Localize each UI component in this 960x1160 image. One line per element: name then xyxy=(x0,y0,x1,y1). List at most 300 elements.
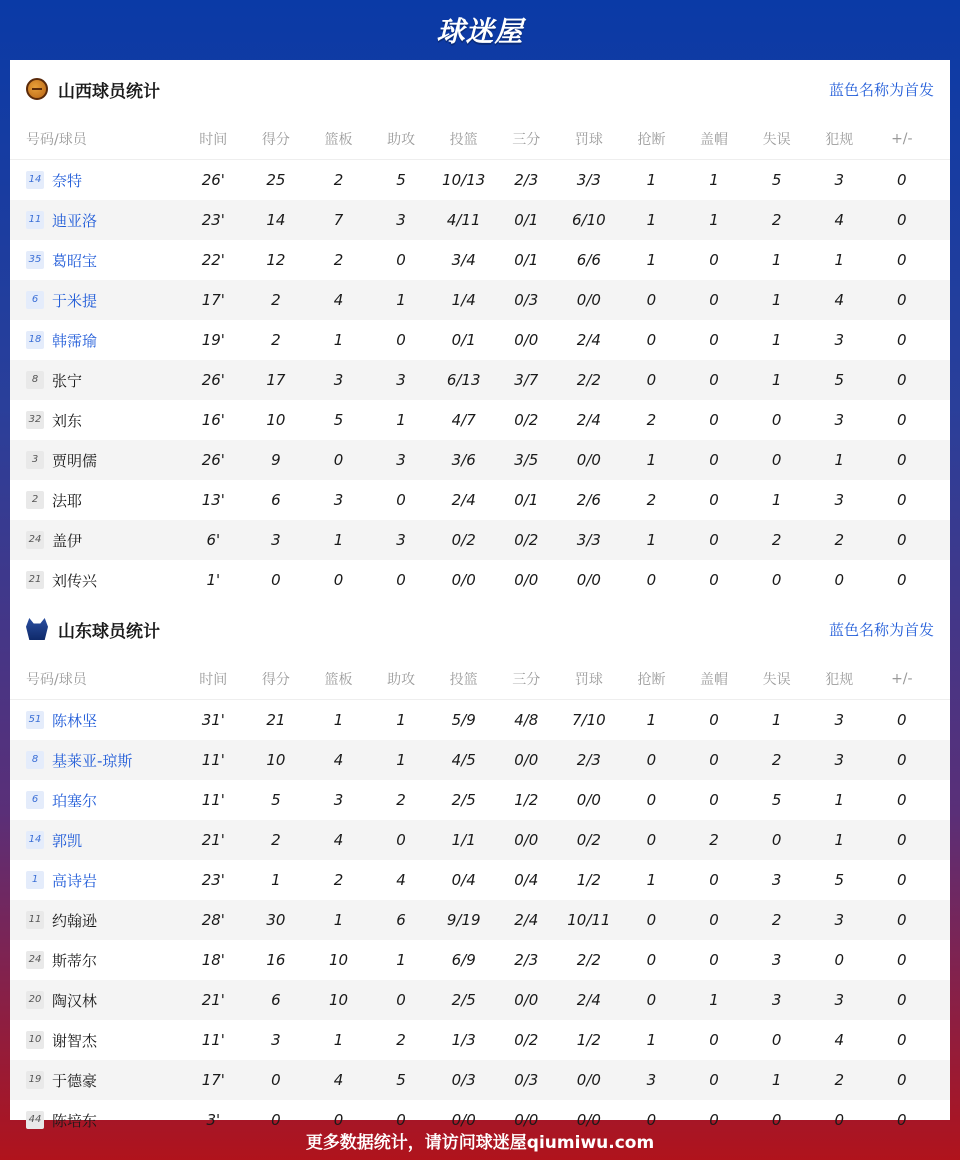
player-row[interactable] xyxy=(10,320,950,360)
stat-cell: 10/11 xyxy=(567,911,611,929)
stat-cell: 6' xyxy=(206,531,221,549)
stat-cell: 1 xyxy=(771,251,782,269)
column-header: 投篮 xyxy=(449,671,478,688)
stat-cell: 1 xyxy=(333,911,344,929)
stat-cell: 0 xyxy=(897,911,907,929)
footer-banner[interactable] xyxy=(0,1120,960,1160)
stat-cell: 14 xyxy=(266,211,286,229)
stat-cell: 1 xyxy=(771,291,782,309)
column-header: 篮板 xyxy=(324,671,353,688)
stat-cell: 4 xyxy=(396,871,406,889)
stat-cell: 1 xyxy=(333,1031,344,1049)
stat-cell: 7 xyxy=(333,211,344,229)
player-row[interactable] xyxy=(10,700,950,740)
stat-cell: 4/8 xyxy=(514,711,539,729)
stat-cell: 1 xyxy=(834,251,844,269)
player-cell xyxy=(10,450,182,471)
stat-cell: 0 xyxy=(771,411,782,429)
column-header: 盖帽 xyxy=(700,671,729,688)
stat-cell: 3 xyxy=(396,451,406,469)
column-header: 时间 xyxy=(199,131,228,148)
stat-cell: 0 xyxy=(396,831,406,849)
stat-cell: 1 xyxy=(709,991,719,1009)
stat-cell: 0/1 xyxy=(514,251,539,269)
player-name-link[interactable]: 基莱亚-琼斯 xyxy=(52,751,133,770)
stat-cell: 3 xyxy=(834,331,844,349)
stat-cell: 13' xyxy=(201,491,225,509)
stat-cell: 0/0 xyxy=(514,1111,539,1129)
player-name-link[interactable]: 贾明儒 xyxy=(52,451,98,470)
stat-cell: 1 xyxy=(771,1071,782,1089)
stat-cell: 3 xyxy=(834,991,844,1009)
stat-cell: 4 xyxy=(333,1071,344,1089)
column-header: 失误 xyxy=(762,671,791,688)
player-cell xyxy=(10,910,182,931)
player-cell xyxy=(10,330,182,351)
stat-cell: 0/0 xyxy=(514,751,539,769)
stat-cell: 5 xyxy=(271,791,281,809)
stat-cell: 21 xyxy=(266,711,286,729)
stat-cell: 0 xyxy=(771,1111,782,1129)
jersey-number-badge: 1 xyxy=(26,871,44,889)
stat-cell: 0 xyxy=(709,531,719,549)
stat-cell: 23' xyxy=(201,211,225,229)
stat-cell: 0 xyxy=(897,571,907,589)
player-name-link[interactable]: 陶汉林 xyxy=(52,991,98,1010)
player-name-link[interactable]: 陈培东 xyxy=(52,1111,98,1130)
shandong-team-logo-icon xyxy=(26,618,48,640)
stat-cell: 3 xyxy=(396,531,406,549)
stat-cell: 3 xyxy=(271,1031,281,1049)
stat-cell: 1 xyxy=(646,871,657,889)
stat-cell: 0 xyxy=(834,951,844,969)
column-header: 抢断 xyxy=(637,131,666,148)
stat-cell: 0/2 xyxy=(514,1031,539,1049)
stat-cell: 0 xyxy=(709,251,719,269)
column-header: 助攻 xyxy=(387,131,416,148)
stat-cell: 1 xyxy=(771,491,782,509)
stat-cell: 0/0 xyxy=(576,791,601,809)
stat-cell: 0/2 xyxy=(514,531,539,549)
app-header xyxy=(0,0,960,60)
jersey-number-badge: 18 xyxy=(26,331,44,349)
stat-cell: 3' xyxy=(206,1111,221,1129)
stat-cell: 2/4 xyxy=(514,911,539,929)
player-row[interactable] xyxy=(10,400,950,440)
player-cell xyxy=(10,790,182,811)
stat-cell: 5/9 xyxy=(451,711,476,729)
stat-cell: 0/0 xyxy=(514,571,539,589)
stat-cell: 4 xyxy=(834,1031,844,1049)
player-name-link[interactable]: 迪亚洛 xyxy=(52,211,98,230)
stat-cell: 0 xyxy=(897,211,907,229)
stat-cell: 0 xyxy=(646,371,657,389)
stat-cell: 6/10 xyxy=(572,211,606,229)
player-cell xyxy=(10,210,182,231)
player-cell xyxy=(10,290,182,311)
player-cell xyxy=(10,250,182,271)
stat-cell: 1/1 xyxy=(451,831,476,849)
stat-cell: 0 xyxy=(709,571,719,589)
player-name-link[interactable]: 高诗岩 xyxy=(52,871,98,890)
stat-cell: 0/2 xyxy=(514,411,539,429)
stat-cell: 1 xyxy=(396,951,406,969)
player-row[interactable] xyxy=(10,480,950,520)
stat-cell: 0 xyxy=(271,1071,281,1089)
stat-cell: 0/0 xyxy=(576,291,601,309)
stat-cell: 10 xyxy=(328,951,349,969)
player-name-link[interactable]: 奈特 xyxy=(52,171,83,190)
stat-cell: 4 xyxy=(834,291,844,309)
brand-logo[interactable]: 球迷屋 xyxy=(436,15,524,48)
player-name-link[interactable]: 法耶 xyxy=(52,491,83,510)
stat-cell: 5 xyxy=(771,171,782,189)
stat-cell: 1 xyxy=(396,751,406,769)
team-section xyxy=(10,60,950,600)
stat-cell: 4/11 xyxy=(446,211,481,229)
jersey-number-badge: 44 xyxy=(26,1111,44,1129)
stat-cell: 0 xyxy=(897,951,907,969)
player-name-link[interactable]: 斯蒂尔 xyxy=(52,951,98,970)
stat-cell: 0 xyxy=(897,831,907,849)
stat-cell: 10 xyxy=(266,411,286,429)
stat-cell: 0 xyxy=(771,831,782,849)
stat-cell: 0/3 xyxy=(514,291,539,309)
stat-cell: 26' xyxy=(201,451,225,469)
jersey-number-badge: 21 xyxy=(26,571,44,589)
stat-cell: 2 xyxy=(333,171,344,189)
stat-cell: 3 xyxy=(333,371,344,389)
stat-cell: 23' xyxy=(201,871,225,889)
stat-cell: 2/4 xyxy=(576,411,601,429)
stat-cell: 0/0 xyxy=(576,1111,601,1129)
stat-cell: 0 xyxy=(897,171,907,189)
stat-cell: 3 xyxy=(271,531,281,549)
player-cell xyxy=(10,530,182,551)
player-row[interactable] xyxy=(10,520,950,560)
stat-cell: 10 xyxy=(328,991,349,1009)
shanxi-team-logo-icon xyxy=(26,78,48,100)
jersey-number-badge: 2 xyxy=(26,491,44,509)
player-name-link[interactable]: 刘东 xyxy=(52,411,83,430)
stat-cell: 2/6 xyxy=(576,491,601,509)
stat-cell: 0 xyxy=(897,491,907,509)
column-header: 抢断 xyxy=(637,671,666,688)
stat-cell: 2 xyxy=(271,291,281,309)
player-name-link[interactable]: 葛昭宝 xyxy=(52,251,98,270)
player-cell xyxy=(10,1070,182,1091)
player-name-link[interactable]: 盖伊 xyxy=(52,531,83,550)
stat-cell: 17 xyxy=(266,371,286,389)
player-name-link[interactable]: 珀塞尔 xyxy=(52,791,98,810)
stat-cell: 1 xyxy=(771,371,782,389)
stat-cell: 19' xyxy=(201,331,225,349)
stat-cell: 26' xyxy=(201,371,225,389)
stat-cell: 3 xyxy=(333,791,344,809)
stat-cell: 0 xyxy=(271,571,281,589)
stat-cell: 6 xyxy=(271,491,281,509)
jersey-number-badge: 11 xyxy=(26,911,44,929)
stat-cell: 6 xyxy=(396,911,406,929)
footer-link-text[interactable]: 更多数据统计，请访问球迷屋qiumiwu.com xyxy=(305,1132,655,1153)
stat-cell: 3 xyxy=(396,371,406,389)
stat-cell: 2/4 xyxy=(451,491,476,509)
stat-cell: 0 xyxy=(897,711,907,729)
stat-cell: 1 xyxy=(709,211,719,229)
stat-cell: 0 xyxy=(646,571,657,589)
stat-cell: 1' xyxy=(206,571,221,589)
column-header: +/- xyxy=(891,130,913,147)
column-header: 罚球 xyxy=(574,671,603,688)
stat-cell: 0 xyxy=(646,911,657,929)
jersey-number-badge: 3 xyxy=(26,451,44,469)
stat-cell: 2 xyxy=(709,831,719,849)
stat-cell: 6 xyxy=(271,991,281,1009)
stat-cell: 0 xyxy=(897,331,907,349)
team-stats-title: 山东球员统计 xyxy=(58,621,160,642)
stat-cell: 28' xyxy=(201,911,225,929)
player-name-link[interactable]: 谢智杰 xyxy=(52,1031,98,1050)
stat-cell: 3 xyxy=(834,171,844,189)
section-title xyxy=(26,77,160,102)
player-name-link[interactable]: 刘传兴 xyxy=(52,571,98,590)
stat-cell: 5 xyxy=(333,411,344,429)
player-row[interactable] xyxy=(10,1060,950,1100)
player-name-link[interactable]: 陈林坚 xyxy=(52,711,98,730)
stat-cell: 26' xyxy=(201,171,225,189)
stat-cell: 0 xyxy=(897,1031,907,1049)
stat-cell: 0 xyxy=(646,791,657,809)
column-header: 犯规 xyxy=(825,131,854,148)
player-row[interactable] xyxy=(10,900,950,940)
stat-cell: 17' xyxy=(201,1071,225,1089)
stat-cell: 4 xyxy=(834,211,844,229)
stat-cell: 0/4 xyxy=(514,871,539,889)
stat-cell: 3 xyxy=(771,991,782,1009)
stat-cell: 0/0 xyxy=(514,991,539,1009)
stat-cell: 12 xyxy=(266,251,286,269)
stat-cell: 0 xyxy=(897,1071,907,1089)
stat-cell: 1 xyxy=(333,711,344,729)
stat-cell: 1 xyxy=(646,211,657,229)
stat-cell: 1 xyxy=(333,531,344,549)
player-cell xyxy=(10,710,182,731)
stat-cell: 0 xyxy=(897,291,907,309)
stat-cell: 1 xyxy=(646,1031,657,1049)
stat-cell: 0/4 xyxy=(451,871,476,889)
stat-cell: 0 xyxy=(709,871,719,889)
stat-cell: 2/3 xyxy=(514,171,539,189)
stat-cell: 3 xyxy=(771,951,782,969)
player-name-link[interactable]: 郭凯 xyxy=(52,831,83,850)
player-row[interactable] xyxy=(10,820,950,860)
player-name-link[interactable]: 韩霈瑜 xyxy=(52,331,98,350)
stat-cell: 1 xyxy=(333,331,344,349)
player-row[interactable] xyxy=(10,240,950,280)
stat-cell: 1/3 xyxy=(451,1031,476,1049)
jersey-number-badge: 20 xyxy=(26,991,44,1009)
stat-cell: 0/0 xyxy=(576,451,601,469)
stat-cell: 4 xyxy=(333,751,344,769)
stat-cell: 0 xyxy=(709,331,719,349)
stat-cell: 0/2 xyxy=(451,531,476,549)
column-header: 犯规 xyxy=(825,671,854,688)
player-cell xyxy=(10,830,182,851)
column-header: 时间 xyxy=(199,671,228,688)
stat-cell: 6/13 xyxy=(446,371,481,389)
stat-cell: 3 xyxy=(834,491,844,509)
stat-cell: 0/0 xyxy=(451,571,476,589)
player-row[interactable] xyxy=(10,280,950,320)
player-row[interactable] xyxy=(10,940,950,980)
stat-cell: 0/0 xyxy=(451,1111,476,1129)
stat-cell: 0 xyxy=(897,991,907,1009)
stat-cell: 30 xyxy=(266,911,286,929)
player-row[interactable] xyxy=(10,360,950,400)
stat-cell: 2 xyxy=(271,831,281,849)
stat-cell: 1 xyxy=(834,791,844,809)
jersey-number-badge: 51 xyxy=(26,711,44,729)
stat-cell: 4/5 xyxy=(451,751,476,769)
stat-cell: 0 xyxy=(396,251,406,269)
stat-cell: 0 xyxy=(709,1071,719,1089)
stat-cell: 21' xyxy=(201,831,225,849)
stat-cell: 25 xyxy=(266,171,286,189)
stat-cell: 3/5 xyxy=(514,451,539,469)
stat-cell: 3 xyxy=(333,491,344,509)
stat-cell: 1 xyxy=(646,171,657,189)
jersey-number-badge: 19 xyxy=(26,1071,44,1089)
stat-cell: 5 xyxy=(834,871,844,889)
player-row[interactable] xyxy=(10,560,950,600)
stat-cell: 2/4 xyxy=(576,991,601,1009)
column-header-row xyxy=(10,658,950,700)
stat-cell: 5 xyxy=(396,1071,406,1089)
stat-cell: 4 xyxy=(333,831,344,849)
stat-cell: 17' xyxy=(201,291,225,309)
stat-cell: 1 xyxy=(646,531,657,549)
stat-cell: 1 xyxy=(646,711,657,729)
player-cell xyxy=(10,950,182,971)
column-header: 投篮 xyxy=(449,131,478,148)
stat-cell: 1 xyxy=(271,871,281,889)
column-header: 得分 xyxy=(261,131,290,148)
stat-cell: 1 xyxy=(396,411,406,429)
player-name-link[interactable]: 张宁 xyxy=(52,371,83,390)
stat-cell: 0 xyxy=(897,451,907,469)
section-header xyxy=(10,60,950,118)
team-section xyxy=(10,600,950,1140)
jersey-number-badge: 32 xyxy=(26,411,44,429)
stat-cell: 1 xyxy=(396,291,406,309)
stat-cell: 0 xyxy=(646,751,657,769)
stat-cell: 6/6 xyxy=(576,251,601,269)
stat-cell: 0 xyxy=(709,291,719,309)
player-name-link[interactable]: 于德豪 xyxy=(52,1071,98,1090)
column-header: 助攻 xyxy=(387,671,416,688)
stat-cell: 2 xyxy=(646,411,657,429)
player-row[interactable] xyxy=(10,780,950,820)
player-name-link[interactable]: 于米提 xyxy=(52,291,98,310)
stat-cell: 0 xyxy=(709,791,719,809)
stat-cell: 0 xyxy=(897,411,907,429)
stat-cell: 3 xyxy=(834,711,844,729)
stat-cell: 0 xyxy=(396,491,406,509)
stat-cell: 0/0 xyxy=(576,571,601,589)
stat-cell: 3 xyxy=(834,751,844,769)
stat-cell: 0/1 xyxy=(514,491,539,509)
stat-cell: 2/5 xyxy=(451,991,476,1009)
stat-cell: 0 xyxy=(646,331,657,349)
player-row[interactable] xyxy=(10,980,950,1020)
stat-cell: 1/4 xyxy=(451,291,476,309)
jersey-number-badge: 14 xyxy=(26,171,44,189)
stat-cell: 0 xyxy=(709,411,719,429)
stat-cell: 0 xyxy=(834,1111,844,1129)
stat-cell: 0/3 xyxy=(514,1071,539,1089)
stat-cell: 0 xyxy=(709,491,719,509)
stat-cell: 0/1 xyxy=(451,331,476,349)
stat-cell: 0 xyxy=(897,371,907,389)
column-header: 得分 xyxy=(261,671,290,688)
stat-cell: 0/3 xyxy=(451,1071,476,1089)
stat-cell: 1 xyxy=(646,451,657,469)
stat-cell: 0/0 xyxy=(514,331,539,349)
stat-cell: 3/3 xyxy=(576,531,601,549)
stat-cell: 3 xyxy=(771,871,782,889)
stats-card xyxy=(10,60,950,1130)
stat-cell: 0 xyxy=(897,1111,907,1129)
player-cell xyxy=(10,490,182,511)
stat-cell: 18' xyxy=(201,951,225,969)
column-header: +/- xyxy=(891,670,913,687)
stat-cell: 3/6 xyxy=(451,451,476,469)
stat-cell: 0 xyxy=(271,1111,281,1129)
stat-cell: 2/3 xyxy=(514,951,539,969)
stat-cell: 4/7 xyxy=(451,411,476,429)
player-row[interactable] xyxy=(10,740,950,780)
stat-cell: 0 xyxy=(709,751,719,769)
player-row[interactable] xyxy=(10,160,950,200)
player-row[interactable] xyxy=(10,1020,950,1060)
player-row[interactable] xyxy=(10,860,950,900)
jersey-number-badge: 6 xyxy=(26,291,44,309)
section-header xyxy=(10,600,950,658)
player-name-link[interactable]: 约翰逊 xyxy=(52,911,98,930)
stat-cell: 0/0 xyxy=(576,1071,601,1089)
jersey-number-badge: 8 xyxy=(26,751,44,769)
stat-cell: 0 xyxy=(897,791,907,809)
stat-cell: 2 xyxy=(771,531,782,549)
player-row[interactable] xyxy=(10,440,950,480)
stat-cell: 7/10 xyxy=(572,711,606,729)
stat-cell: 31' xyxy=(201,711,225,729)
stat-cell: 0 xyxy=(646,291,657,309)
stat-cell: 2/5 xyxy=(451,791,476,809)
column-header: 失误 xyxy=(762,131,791,148)
stat-cell: 9 xyxy=(271,451,281,469)
stat-cell: 2 xyxy=(771,751,782,769)
player-cell xyxy=(10,1030,182,1051)
stat-cell: 0 xyxy=(709,711,719,729)
stat-cell: 0 xyxy=(709,1031,719,1049)
stat-cell: 3/4 xyxy=(451,251,476,269)
stat-cell: 5 xyxy=(834,371,844,389)
column-header: 三分 xyxy=(512,131,541,148)
stat-cell: 9/19 xyxy=(446,911,481,929)
stat-cell: 1 xyxy=(396,711,406,729)
player-row[interactable] xyxy=(10,200,950,240)
